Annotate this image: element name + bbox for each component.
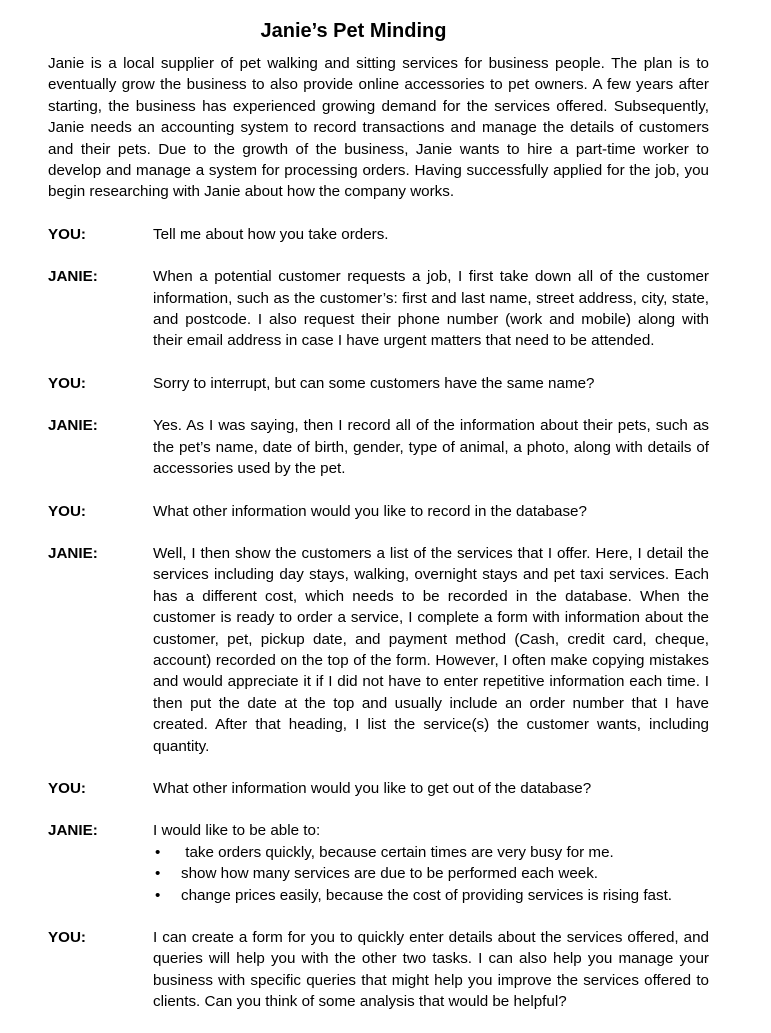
bullet-list xyxy=(153,842,709,906)
speech-text: Well, I then show the customers a list of the services that I offer. Here, I detail the services including day stays, walking, overnight stays and pet taxi services. Each has a different cost, which needs to be recorded in the database. When the customer is ready to order a service, I complete a form with information about the customer, pet, pickup date, and payment method (Cash, credit card, cheque, account) recorded on the top of the form. However, I often make copying mistakes and would appreciate it if I did not have to enter repetitive information each time. I then put the date at the top and usually include an order number that I have created. After that heading, I list the service(s) the customer wants, including quantity. xyxy=(153,544,709,755)
speech-text: When a potential customer requests a job, I first take down all of the customer information, such as the customer’s: first and last name, street address, city, state, and postcode. I also request their phone number (work and mobile) along with their email address in case I have urgent matters that need to be attended. xyxy=(153,268,709,350)
speech-text: What other information would you like to record in the database? xyxy=(153,502,587,520)
speaker-label: YOU: xyxy=(48,929,86,946)
speaker-label: JANIE: xyxy=(48,268,98,286)
list-item xyxy=(153,863,709,884)
dialogue-row xyxy=(48,224,709,245)
speech-text: I would like to be able to: xyxy=(153,822,321,840)
bullet-icon: • xyxy=(155,886,161,904)
list-item xyxy=(153,885,709,906)
document-title: Janie’s Pet Minding xyxy=(260,20,447,42)
list-item xyxy=(153,842,709,863)
speech-text: Yes. As I was saying, then I record all of the information about their pets, such as the pet’s name, date of birth, gender, type of animal, a photo, along with details of accessories used by the pet. xyxy=(153,417,709,478)
list-item-text: take orders quickly, because certain times are very busy for me. xyxy=(181,843,614,861)
speaker-label: YOU: xyxy=(48,225,86,243)
dialogue-row xyxy=(48,266,709,352)
speech-text: Tell me about how you take orders. xyxy=(153,225,389,243)
speech-text: What other information would you like to get out of the database? xyxy=(153,779,592,797)
dialogue-row xyxy=(48,543,709,757)
bullet-icon: • xyxy=(155,865,161,883)
list-item-text: change prices easily, because the cost of providing services is rising fast. xyxy=(181,886,673,904)
speech-text: Sorry to interrupt, but can some customers have the same name? xyxy=(153,374,595,392)
speaker-label: JANIE: xyxy=(48,544,98,562)
dialogue-row xyxy=(48,778,709,799)
dialogue-row xyxy=(48,820,709,906)
dialogue-row xyxy=(48,415,709,479)
bullet-icon: • xyxy=(155,843,161,861)
intro-paragraph: Janie is a local supplier of pet walking and sitting services for business people. The plan is to eventually grow the business to also provide online accessories to pet owners. A few years after starting, the business has experienced growing demand for the services offered. Subsequently, Janie needs an accounting system to record transactions and manage the details of customers and their pets. Due to the growth of the business, Janie wants to hire a part-time worker to develop and manage a system for processing orders. Having successfully applied for the job, you begin researching with Janie about how the company works. xyxy=(48,55,709,201)
dialogue-row xyxy=(48,373,709,394)
speech-text: I can create a form for you to quickly enter details about the services offered, and queries will help you with the other two tasks. I can also help you manage your business with specific queries that might help you improve the services offered to clients. Can you think of some analysis that would be helpful? xyxy=(153,929,709,1011)
dialogue-row xyxy=(48,927,709,1013)
speaker-label: JANIE: xyxy=(48,417,98,435)
list-item-text: show how many services are due to be performed each week. xyxy=(181,865,599,883)
speaker-label: YOU: xyxy=(48,502,86,520)
speaker-label: JANIE: xyxy=(48,822,98,840)
speaker-label: YOU: xyxy=(48,374,86,392)
speaker-label: YOU: xyxy=(48,779,86,797)
speech-block xyxy=(153,820,709,906)
dialogue-row xyxy=(48,501,709,522)
